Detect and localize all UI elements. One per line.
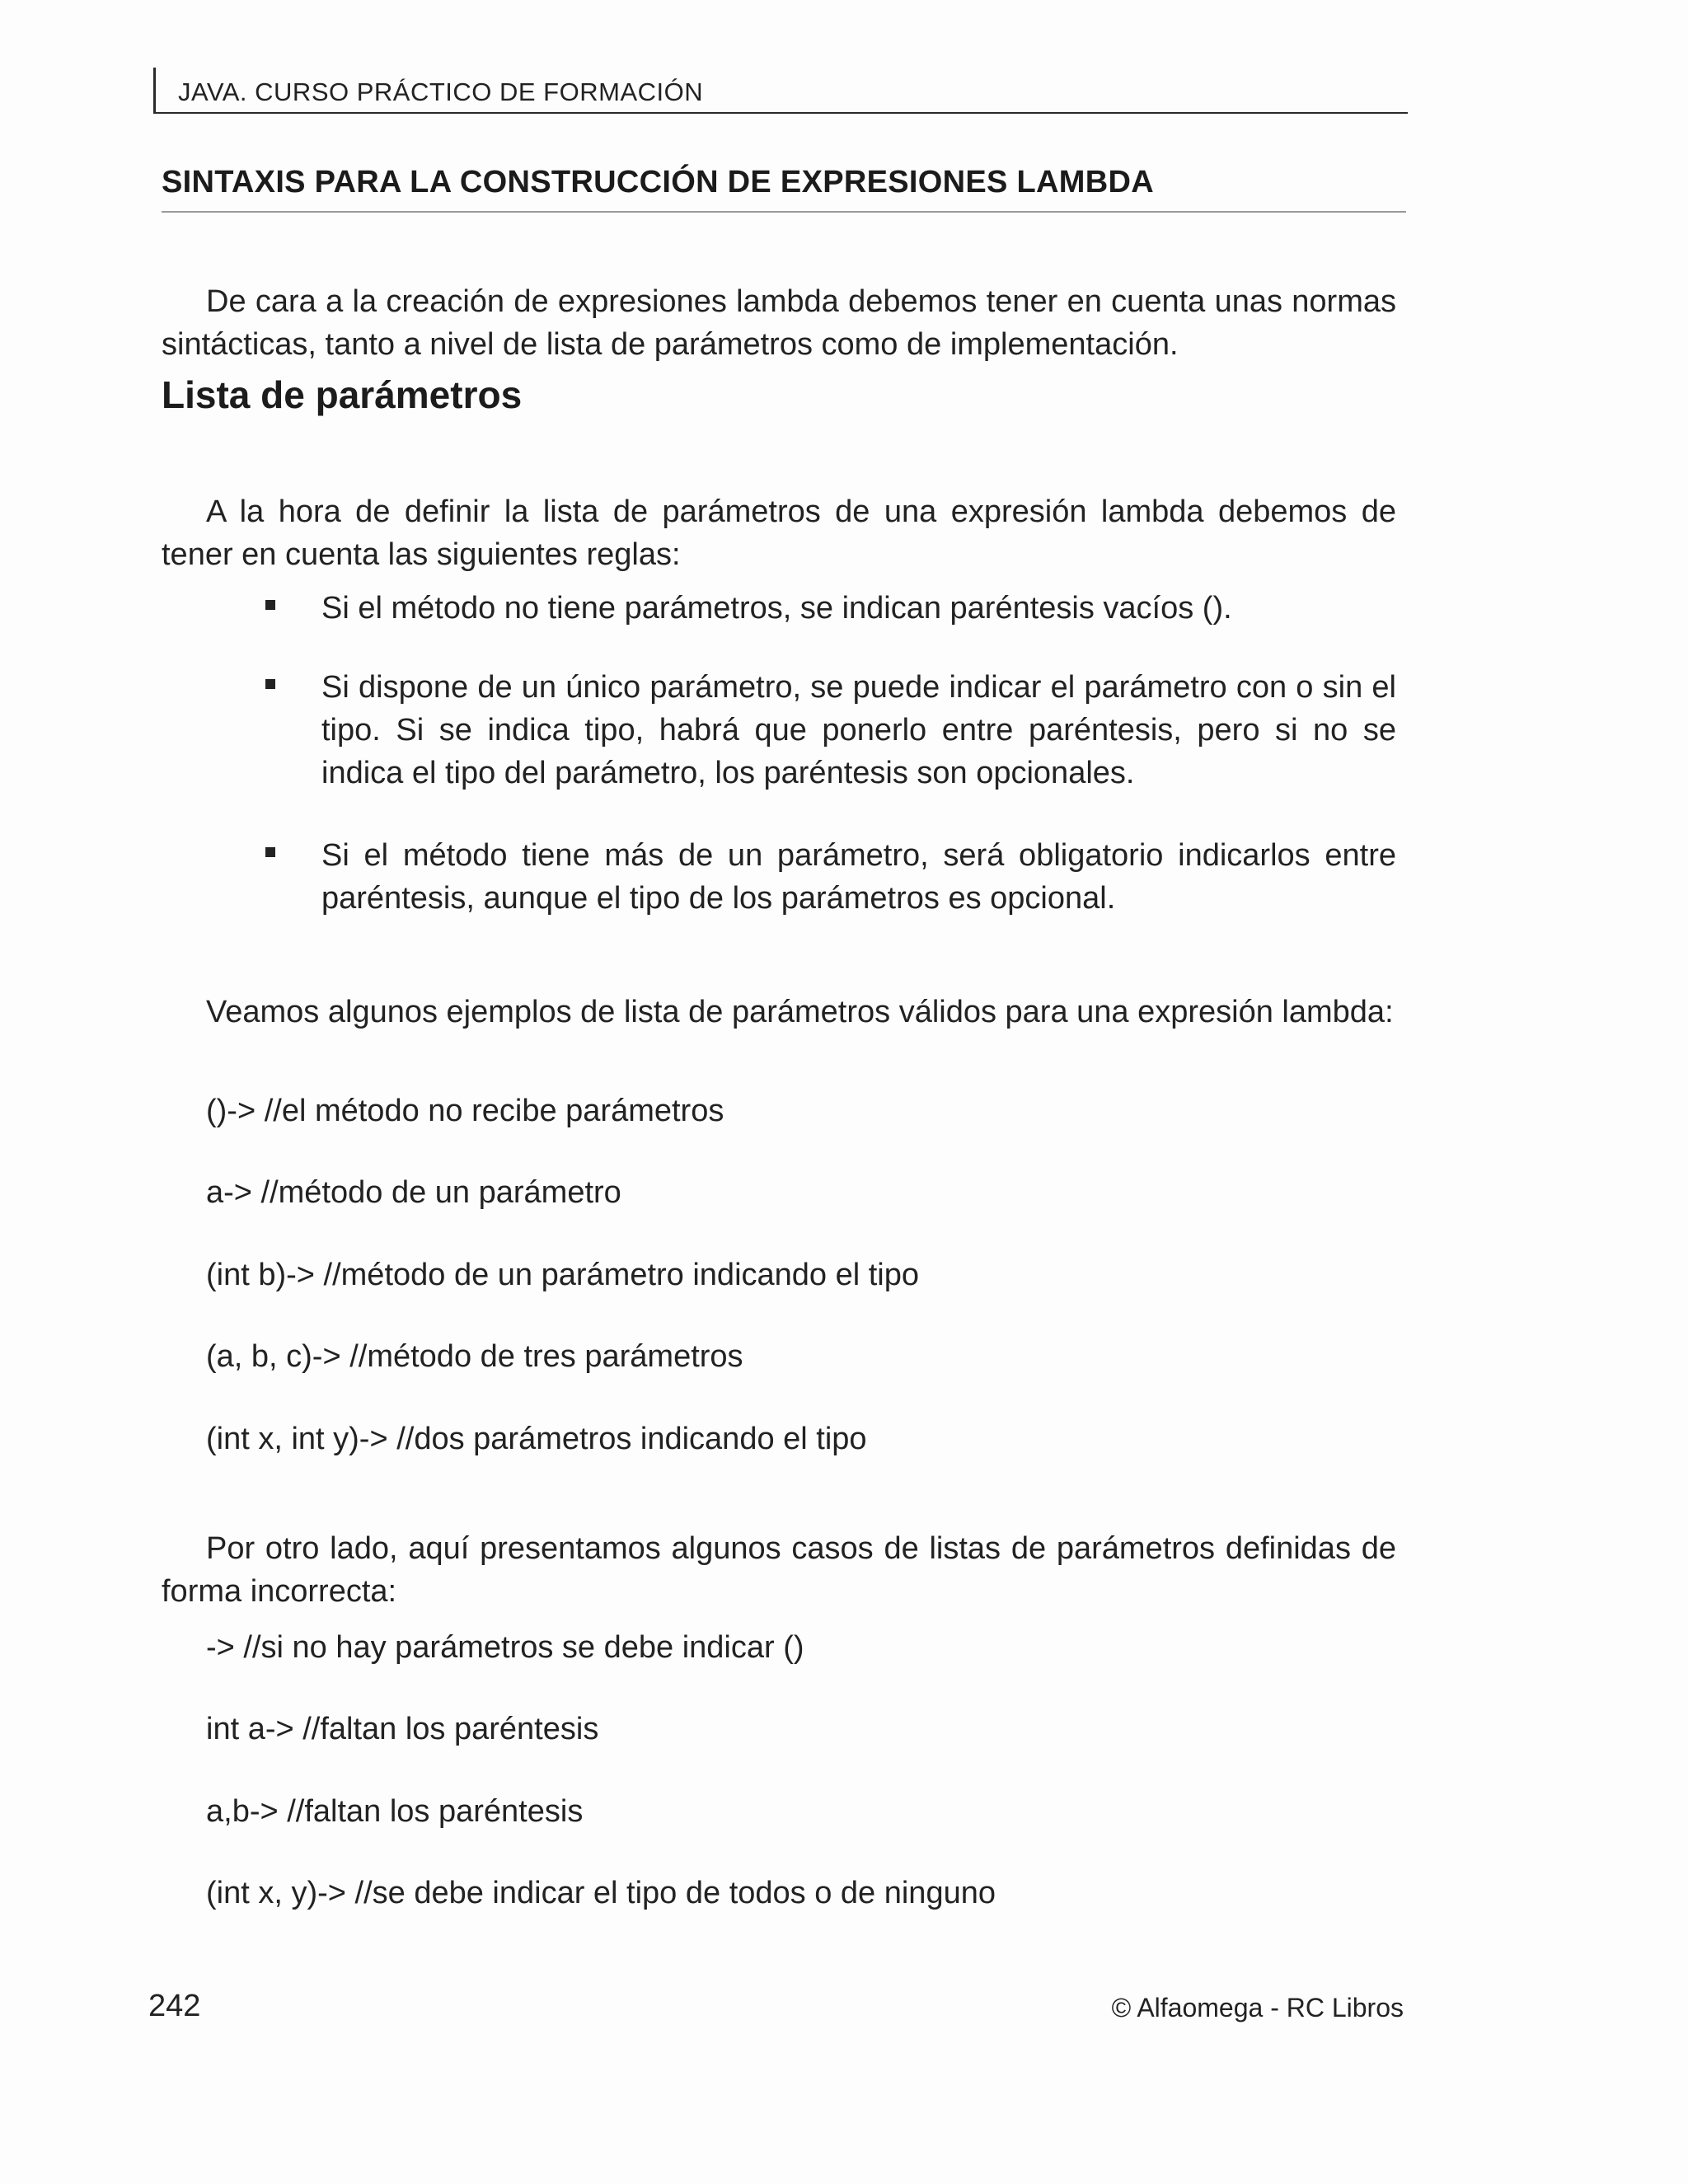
valid-example-line: ()-> //el método no recibe parámetros [206, 1094, 724, 1128]
copyright-notice: © Alfaomega - RC Libros [1111, 1993, 1404, 2022]
page-number: 242 [148, 1989, 201, 2023]
invalid-example-line: a,b-> //faltan los paréntesis [206, 1794, 584, 1829]
running-header [153, 68, 1408, 114]
subsection-title: Lista de parámetros [162, 373, 523, 416]
section-title: SINTAXIS PARA LA CONSTRUCCIÓN DE EXPRESIONES LAMBDA [162, 165, 1154, 199]
section-heading [162, 162, 1406, 213]
square-bullet-icon [265, 847, 275, 857]
rule-text: Si dispone de un único parámetro, se puede indicar el parámetro con o sin el tipo. Si se indica tipo, habrá que ponerlo entre paréntesis, pero si no se indica el tipo del parámetro, los paréntesis son opcionales. [321, 670, 1396, 790]
intro-paragraph: De cara a la creación de expresiones lambda debemos tener en cuenta unas normas sintácticas, tanto a nivel de lista de parámetros como de implementación. [162, 284, 1396, 362]
invalid-example-line: -> //si no hay parámetros se debe indicar () [206, 1630, 804, 1665]
incorrect-intro-paragraph: Por otro lado, aquí presentamos algunos casos de listas de parámetros definidas de forma incorrecta: [162, 1531, 1396, 1609]
square-bullet-icon [265, 679, 275, 689]
rules-intro-paragraph: A la hora de definir la lista de parámetros de una expresión lambda debemos de tener en cuenta las siguientes reglas: [162, 494, 1396, 572]
invalid-example-line: int a-> //faltan los paréntesis [206, 1712, 599, 1746]
valid-example-line: (int b)-> //método de un parámetro indicando el tipo [206, 1258, 920, 1292]
rule-text: Si el método tiene más de un parámetro, será obligatorio indicarlos entre paréntesis, aunque el tipo de los parámetros es opcional. [321, 838, 1396, 916]
running-header-title: JAVA. CURSO PRÁCTICO DE FORMACIÓN [178, 77, 704, 106]
rule-text: Si el método no tiene parámetros, se indican paréntesis vacíos (). [321, 591, 1232, 626]
valid-example-line: a-> //método de un parámetro [206, 1175, 621, 1210]
valid-example-line: (int x, int y)-> //dos parámetros indicando el tipo [206, 1422, 867, 1456]
invalid-example-line: (int x, y)-> //se debe indicar el tipo de todos o de ninguno [206, 1876, 996, 1910]
examples-intro-paragraph: Veamos algunos ejemplos de lista de parámetros válidos para una expresión lambda: [206, 995, 1394, 1029]
valid-example-line: (a, b, c)-> //método de tres parámetros [206, 1339, 743, 1374]
square-bullet-icon [265, 600, 275, 610]
